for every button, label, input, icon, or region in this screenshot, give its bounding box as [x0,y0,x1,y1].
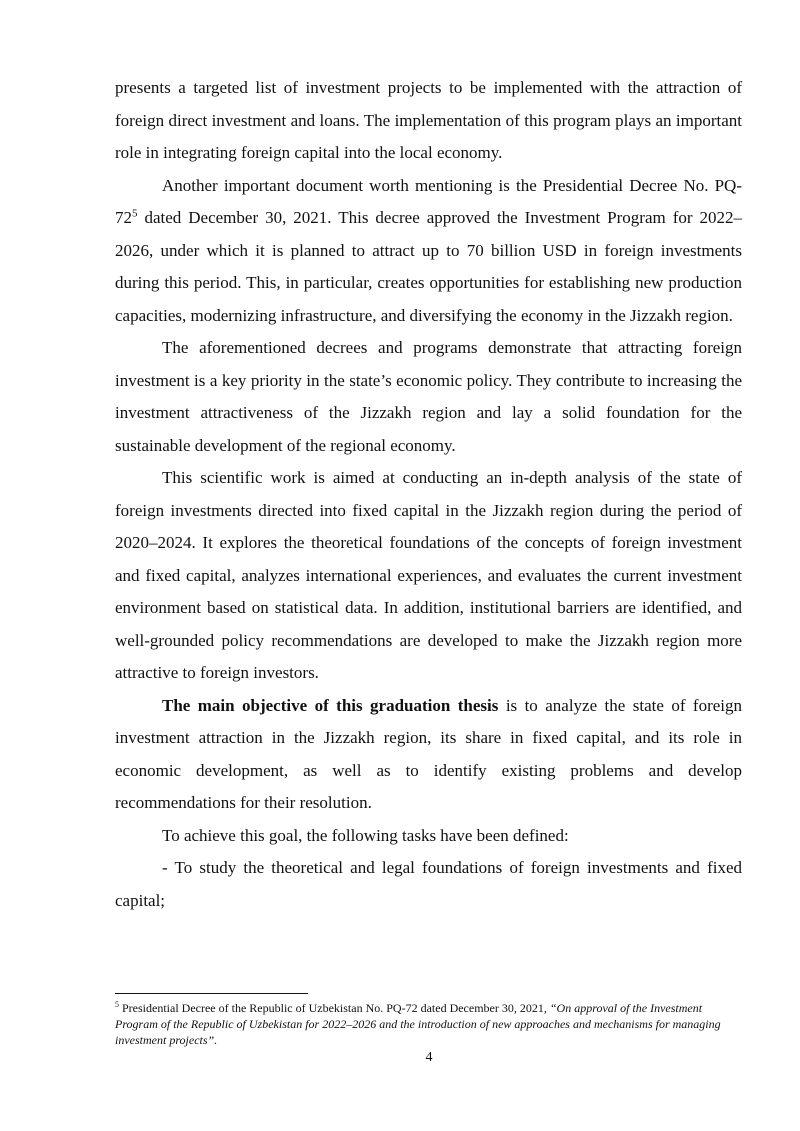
task-list-item: - To study the theoretical and legal foundations of foreign investments and fixed capital; [115,858,742,910]
paragraph-decree-text-start: Another important document worth mentioning is the Presidential Decree No. PQ-72 [115,175,742,227]
page-number: 4 [425,1050,433,1065]
paragraph-decrees-summary: The aforementioned decrees and programs demonstrate that attracting foreign investment is a key priority in the state’s economic policy. They contribute to increasing the investment attractiveness of the Jizzakh region and lay a solid foundation for the sustainable development of the regional economy. [115,338,742,455]
paragraph-decree-pq72 [115,170,742,333]
footnote-title: “On approval of the Investment Program of the Republic of Uzbekistan for 2022–2026 and the introduction of new approaches and mechanisms for managing investment projects”. [115,1001,721,1047]
paragraph-scientific-work: This scientific work is aimed at conducting an in-depth analysis of the state of foreign investments directed into fixed capital in the Jizzakh region during the period of 2020–2024. It explores the theoretical foundations of the concepts of foreign investment and fixed capital, analyzes international experiences, and evaluates the current investment environment based on statistical data. In addition, institutional barriers are identified, and well-grounded policy recommendations are developed to make the Jizzakh region more attractive to foreign investors. [115,468,742,682]
body-text [115,72,742,917]
footnote-separator [115,993,308,994]
footnote-mark: 5 [115,1000,119,1009]
paragraph-tasks-intro: To achieve this goal, the following tasks have been defined: [162,825,569,845]
footnote-reference: 5 [132,207,138,220]
paragraph-main-objective [115,690,742,820]
paragraph-continuation: presents a targeted list of investment projects to be implemented with the attraction of foreign direct investment and loans. The implementation of this program plays an important role in integrating foreign capital into the local economy. [115,78,742,162]
main-objective-heading: The main objective of this graduation thesis [162,695,499,715]
footnote [115,1000,742,1048]
footnote-lead: Presidential Decree of the Republic of Uzbekistan No. PQ-72 dated December 30, 2021, [119,1001,550,1015]
paragraph-decree-text-end: dated December 30, 2021. This decree approved the Investment Program for 2022–2026, under which it is planned to attract up to 70 billion USD in foreign investments during this period. This, in particular, creates opportunities for establishing new production capacities, modernizing infrastructure, and diversifying the economy in the Jizzakh region. [115,208,742,325]
main-objective-text: is to analyze the state of foreign investment attraction in the Jizzakh region, its share in fixed capital, and its role in economic development, as well as to identify existing problems and develop recommendations for their resolution. [115,695,743,812]
